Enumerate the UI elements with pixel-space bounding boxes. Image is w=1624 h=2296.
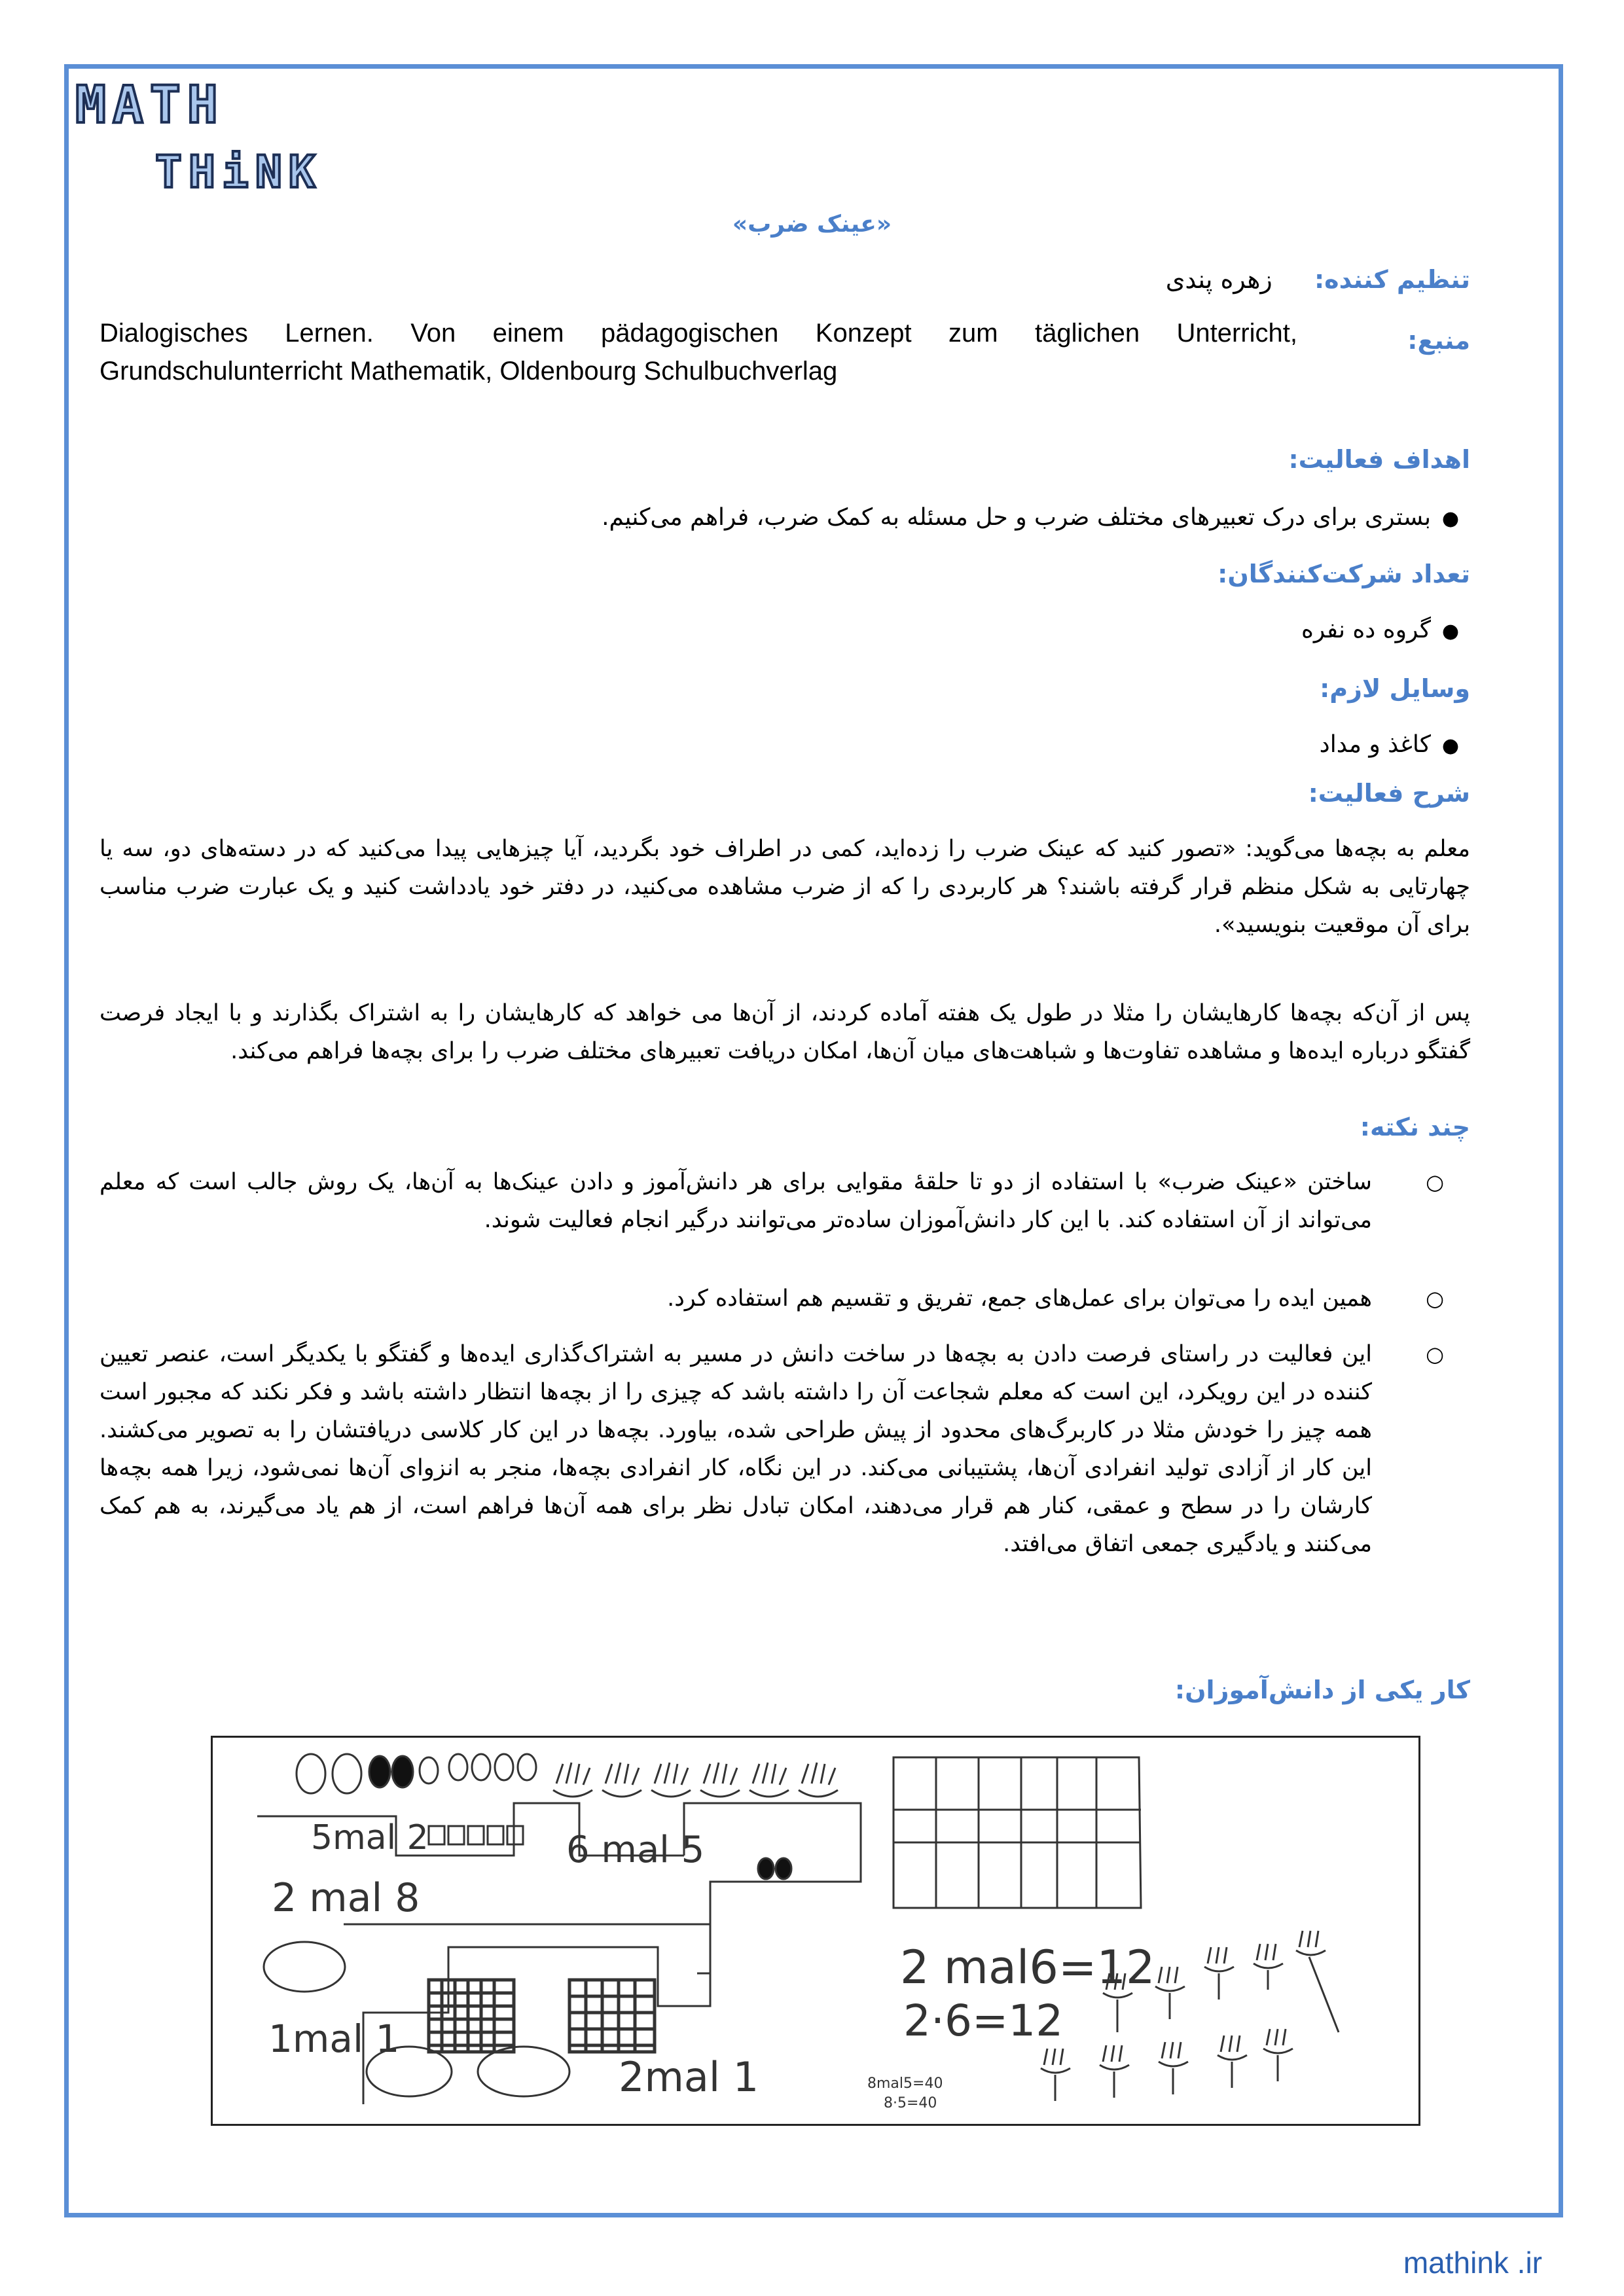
participants-heading: تعداد شرکت‌کنندگان: (1218, 560, 1470, 588)
goals-item (602, 504, 1470, 531)
circle-bullet-icon: ○ (1426, 1342, 1444, 1367)
logo-line-2: THiNK (155, 147, 322, 198)
label-8mal5: 8mal5=40 (867, 2075, 943, 2092)
author-name: زهره پندی (1165, 265, 1272, 294)
faces-group (297, 1754, 536, 1793)
bullet-icon: ● (1441, 620, 1460, 643)
boxes-group (429, 1826, 523, 1844)
goals-item-text: بستری برای درک تعبیرهای مختلف ضرب و حل مسئله به کمک ضرب، فراهم می‌کنیم. (602, 504, 1431, 531)
hatched-grid (429, 1980, 514, 2052)
circle-bullet-icon: ○ (1426, 1170, 1444, 1194)
note-text: ساختن «عینک ضرب» با استفاده از دو تا حلقهٔ مقوایی برای هر دانش‌آموز و دادن عینک‌ها به آن‌ها، یک روش جالب است که معلم می‌تواند از آن استفاده کند. با این کار دانش‌آموزان ساده‌تر می‌توانند درگیر انجام فعالیت شوند. (99, 1169, 1372, 1233)
label-5mal2: 5mal 2 (311, 1818, 429, 1857)
student-drawing (211, 1736, 1420, 2126)
label-2mal1: 2mal 1 (619, 2053, 759, 2101)
participants-item (1301, 617, 1470, 643)
note-item (99, 1335, 1470, 1563)
oval-shape (478, 2047, 569, 2096)
participants-item-text: گروه ده نفره (1301, 617, 1431, 643)
oval-shape (264, 1942, 345, 1992)
label-2mal6: 2 mal6=12 (900, 1941, 1155, 1994)
eye-shape (776, 1858, 791, 1879)
source-label: منبع: (1407, 326, 1470, 355)
note-text: همین ایده را می‌توان برای عمل‌های جمع، تفریق و تقسیم هم استفاده کرد. (667, 1285, 1372, 1312)
label-6mal5: 6 mal 5 (566, 1829, 705, 1871)
grid-2x6 (893, 1757, 1141, 1908)
label-8dot5: 8·5=40 (884, 2095, 937, 2111)
student-drawing-sketch (213, 1738, 1418, 2124)
footer-website: mathink .ir (1403, 2246, 1542, 2280)
note-item (99, 1280, 1470, 1318)
bullet-icon: ● (1441, 734, 1460, 757)
student-work-heading: کار یکی از دانش‌آموزان: (1174, 1676, 1470, 1704)
note-item (99, 1163, 1470, 1239)
author-row (1166, 265, 1470, 294)
materials-item-text: کاغذ و مداد (1319, 731, 1431, 758)
materials-heading: وسایل لازم: (1320, 674, 1470, 703)
source-text: Dialogisches Lernen. Von einem pädagogischen Konzept zum täglichen Unterricht, Grundschulunterricht Mathematik, Oldenbourg Schulbuchverlag (99, 319, 1297, 386)
description-paragraph-1: معلم به بچه‌ها می‌گوید: «تصور کنید که عینک ضرب را زده‌اید، کمی در اطراف خود بگردید، آیا چیزهایی پیدا می‌کنید که در دسته‌های دو، سه یا چهارتایی به شکل منظم قرار گرفته باشند؟ هر کاربردی را که از ضرب مشاهده می‌کنید، در دفتر خود یادداشت کنید و یک عبارت ضرب مناسب برای آن موقعیت بنویسید». (99, 836, 1470, 938)
label-2mal8: 2 mal 8 (272, 1875, 420, 1921)
page-title: «عینک ضرب» (732, 211, 892, 238)
mathink-logo (75, 76, 337, 204)
bullet-icon: ● (1441, 507, 1460, 530)
label-1mal1: 1mal 1 (268, 2017, 400, 2061)
logo-line-1: MATH (75, 76, 225, 135)
goals-heading: اهداف فعالیت: (1288, 445, 1470, 474)
hatched-grid (569, 1980, 655, 2052)
author-label: تنظیم کننده: (1314, 265, 1470, 294)
hands-group (553, 1763, 838, 1797)
materials-item (1320, 731, 1470, 758)
eye-shape (758, 1858, 774, 1879)
label-2dot6: 2·6=12 (903, 1996, 1064, 2046)
description-paragraph-2: پس از آن‌که بچه‌ها کارهایشان را مثلا در طول یک هفته آماده کردند، از آن‌ها می خواهد که کارهایشان را به اشتراک بگذارند و با ایجاد فرصت گفتگو درباره ایده‌ها و مشاهده تفاوت‌ها و شباهت‌های میان آن‌ها، امکان دریافت تعبیرهای مختلف ضرب را برای بچه‌ها فراهم می‌کند. (99, 1000, 1470, 1064)
notes-heading: چند نکته: (1360, 1113, 1470, 1141)
circle-bullet-icon: ○ (1426, 1286, 1444, 1311)
note-text: این فعالیت در راستای فرصت دادن به بچه‌ها در ساخت دانش در مسیر به اشتراک‌گذاری ایده‌ها و گفتگو با یکدیگر است، عنصر تعیین کننده در این رویکرد، این است که معلم شجاعت آن را داشته باشد که چیزی را از بچه‌ها انتظار داشته باشد و فکر نکند که مجبور است همه چیز را خودش مثلا در کاربرگ‌های محدود از پیش طراحی شده، بیاورد. بچه‌ها در این کار کلاسی دریافتشان را به تصویر می‌کشند. این کار از آزادی تولید انفرادی آن‌ها، پشتیبانی می‌کند. در این نگاه، کار انفرادی بچه‌ها، منجر به انزوای آن‌ها نمی‌شود، زیرا همه بچه‌ها کارشان را در سطح و عمقی، کنار هم قرار می‌دهند، امکان تبادل نظر برای همه آن‌ها فراهم است، از هم یاد می‌گیرند، به هم کمک می‌کنند و یادگیری جمعی اتفاق می‌افتد. (99, 1341, 1372, 1557)
description-heading: شرح فعالیت: (1308, 779, 1470, 808)
